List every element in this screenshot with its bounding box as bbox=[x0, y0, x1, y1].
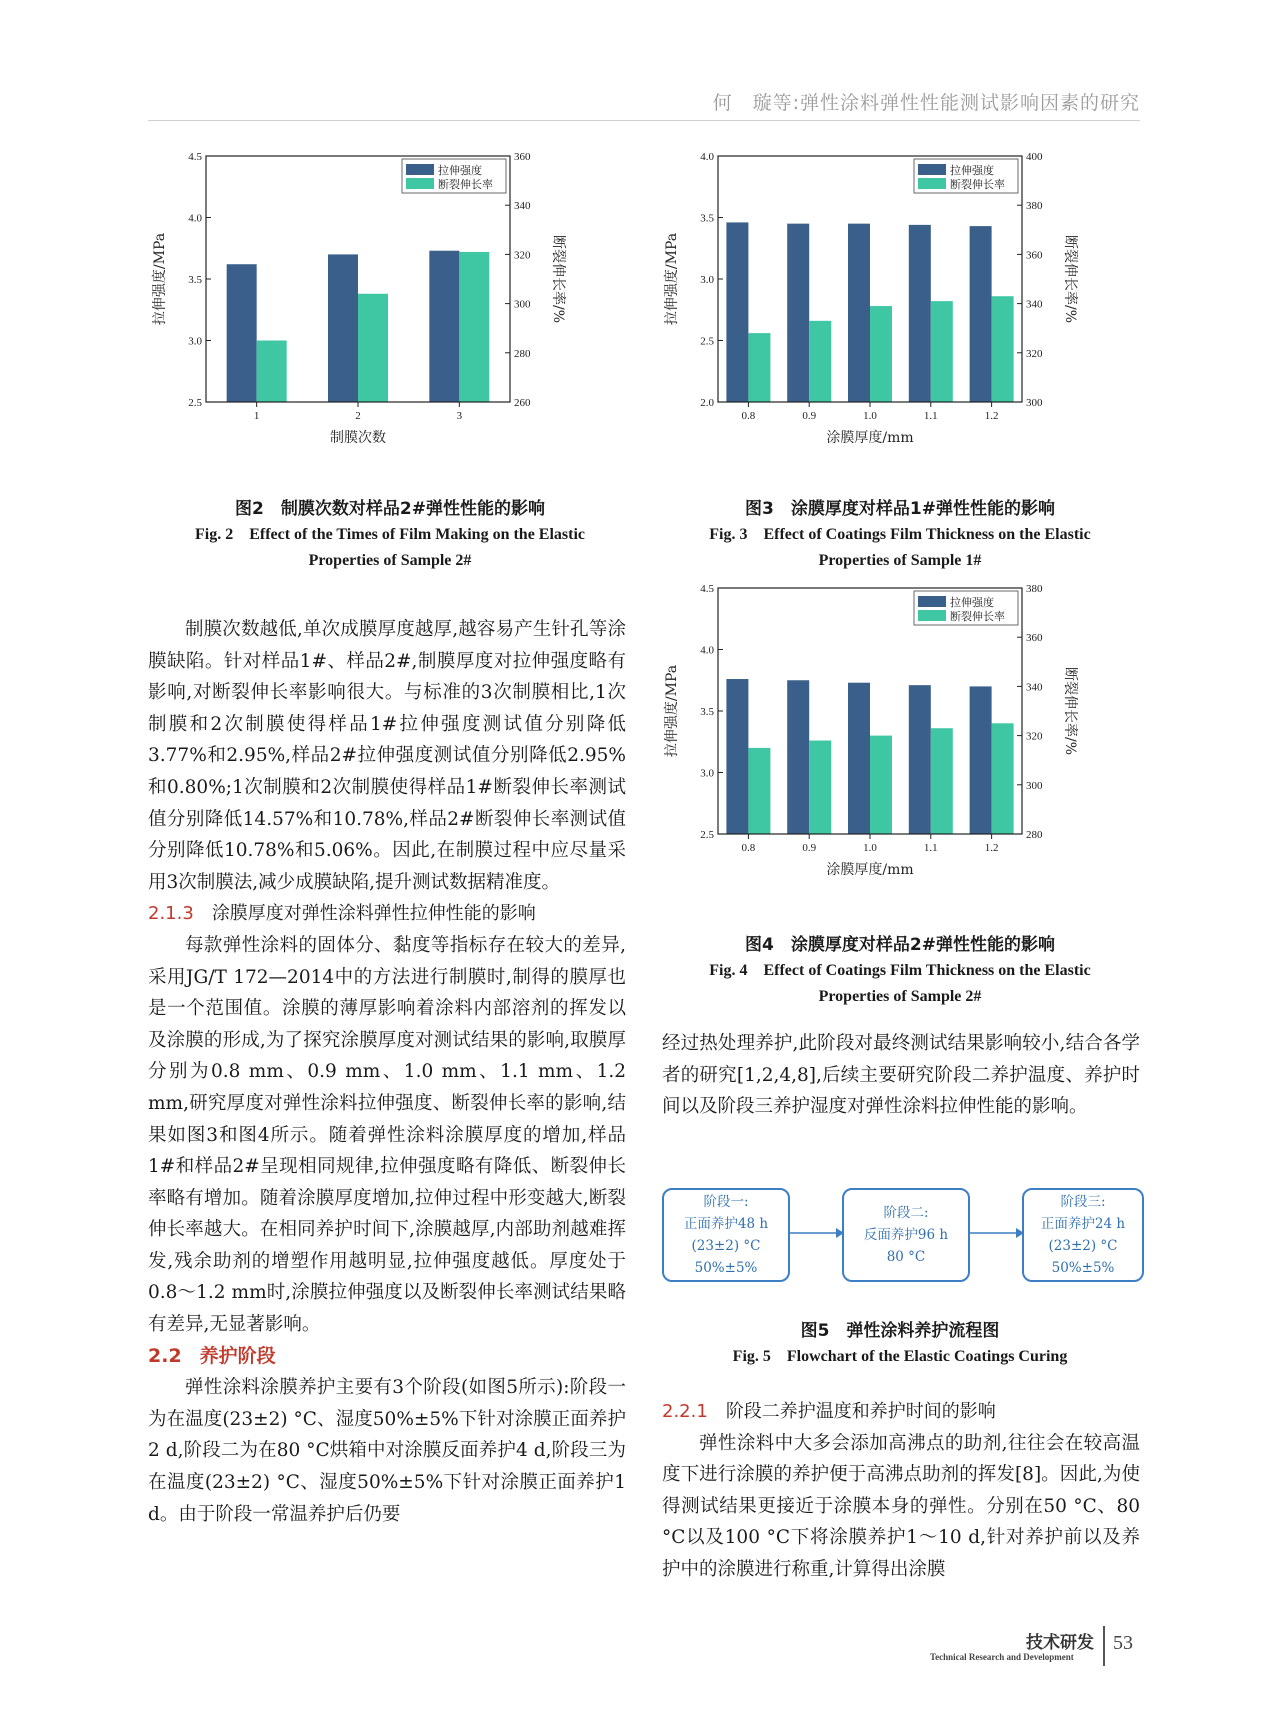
bar-elongation-3 bbox=[459, 252, 489, 402]
figure-4-caption-en-1: Fig. 4 Effect of Coatings Film Thickness on the Elastic bbox=[709, 962, 1091, 979]
y-right-tick-label: 380 bbox=[1026, 200, 1043, 213]
x-tick-label: 3 bbox=[456, 410, 463, 422]
y-right-tick-label: 340 bbox=[514, 200, 531, 213]
figure-4-svg bbox=[660, 578, 1140, 930]
header-title: 何 璇等:弹性涂料弹性性能测试影响因素的研究 bbox=[712, 92, 1140, 114]
y-right-tick-label: 300 bbox=[1026, 779, 1043, 792]
figure-4-caption-cn: 图4 涂膜厚度对样品2#弹性性能的影响 bbox=[745, 935, 1055, 955]
figure-2-svg bbox=[148, 146, 628, 498]
figure-3-caption-cn: 图3 涂膜厚度对样品1#弹性性能的影响 bbox=[745, 499, 1055, 519]
legend-label-0: 拉伸强度 bbox=[438, 164, 482, 177]
y-right-tick-label: 320 bbox=[1026, 730, 1043, 743]
y-left-tick-label: 3.5 bbox=[700, 706, 714, 718]
figure-3-svg bbox=[660, 146, 1140, 498]
figure-2-caption bbox=[140, 496, 640, 574]
x-tick-label: 0.9 bbox=[802, 842, 817, 854]
y-right-tick-label: 300 bbox=[514, 298, 531, 311]
bar-tensile-1.1 bbox=[909, 685, 931, 834]
legend-swatch-0 bbox=[918, 164, 946, 175]
legend-swatch-0 bbox=[918, 596, 946, 607]
y-left-tick-label: 4.0 bbox=[188, 212, 202, 225]
x-tick-label: 2 bbox=[355, 410, 361, 422]
section-2-2-1-heading bbox=[662, 1396, 1140, 1428]
bar-tensile-1.0 bbox=[848, 683, 870, 834]
figure-2-caption-en-2: Properties of Sample 2# bbox=[308, 552, 472, 569]
y-right-axis-label: 断裂伸长率/% bbox=[1062, 666, 1078, 756]
x-tick-label: 0.8 bbox=[741, 410, 756, 422]
section-2-2-1-title: 阶段二养护温度和养护时间的影响 bbox=[725, 1401, 996, 1422]
flow-stage-1-line-2: 正面养护48 h bbox=[683, 1216, 769, 1232]
y-right-axis-label: 断裂伸长率/% bbox=[550, 234, 566, 324]
figure-5-caption-en: Fig. 5 Flowchart of the Elastic Coatings Curing bbox=[732, 1348, 1068, 1365]
bar-elongation-1.1 bbox=[931, 728, 953, 834]
y-left-tick-label: 4.5 bbox=[700, 583, 714, 595]
legend-swatch-0 bbox=[406, 164, 434, 175]
bar-elongation-0.8 bbox=[748, 333, 770, 402]
y-left-tick-label: 4.5 bbox=[188, 151, 202, 163]
bar-elongation-1.1 bbox=[931, 301, 953, 402]
y-left-axis-label: 拉伸强度/MPa bbox=[664, 232, 680, 326]
right-paragraph-2: 弹性涂料中大多会添加高沸点的助剂,往往会在较高温度下进行涂膜的养护便于高沸点助剂的挥发[8]。因此,为使得测试结果更接近于涂膜本身的弹性。分别在50 °C、80 °C以及100 °C下将涂膜养护1～10 d,针对养护前以及养护中的涂膜进行称重,计算得出涂膜 bbox=[662, 1432, 1140, 1580]
flow-stage-3-line-1: 阶段三: bbox=[1060, 1194, 1106, 1210]
flow-stage-3-line-2: 正面养护24 h bbox=[1040, 1216, 1126, 1232]
legend-label-0: 拉伸强度 bbox=[950, 596, 994, 609]
y-right-tick-label: 340 bbox=[1026, 681, 1043, 694]
left-paragraph-3: 弹性涂料涂膜养护主要有3个阶段(如图5所示):阶段一为在温度(23±2) °C、湿度50%±5%下针对涂膜正面养护2 d,阶段二为在80 °C烘箱中对涂膜反面养护4 d,阶段三为在温度(23±2) °C、湿度50%±5%下针对涂膜正面养护1 d。由于阶段一常温养护后仍要 bbox=[148, 1377, 626, 1525]
bar-tensile-1.2 bbox=[970, 226, 992, 402]
bar-tensile-0.9 bbox=[787, 224, 809, 402]
x-tick-label: 1.2 bbox=[984, 410, 999, 422]
legend-label-1: 断裂伸长率 bbox=[950, 178, 1005, 191]
y-right-tick-label: 300 bbox=[1026, 397, 1043, 409]
flow-stage-1-line-1: 阶段一: bbox=[703, 1194, 749, 1210]
bar-tensile-3 bbox=[429, 251, 459, 402]
legend-swatch-1 bbox=[918, 610, 946, 621]
right-column-top bbox=[662, 1028, 1140, 1123]
y-left-axis-label: 拉伸强度/MPa bbox=[664, 664, 680, 758]
x-tick-label: 1.0 bbox=[863, 842, 877, 854]
bar-elongation-0.9 bbox=[809, 321, 831, 402]
section-2-1-3-number: 2.1.3 bbox=[148, 903, 194, 925]
y-right-tick-label: 280 bbox=[514, 347, 531, 360]
x-tick-label: 0.8 bbox=[741, 842, 756, 854]
running-header bbox=[148, 84, 1140, 121]
y-left-tick-label: 2.5 bbox=[188, 397, 202, 409]
bar-tensile-1.2 bbox=[970, 686, 992, 834]
x-tick-label: 1.1 bbox=[923, 842, 938, 854]
x-tick-label: 0.9 bbox=[802, 410, 817, 422]
flow-stage-1-line-3: (23±2) °C bbox=[691, 1238, 761, 1254]
flow-stage-3-line-4: 50%±5% bbox=[1051, 1260, 1115, 1276]
x-tick-label: 1 bbox=[253, 410, 260, 422]
x-axis-label: 涂膜厚度/mm bbox=[826, 430, 914, 446]
bar-elongation-0.9 bbox=[809, 741, 831, 834]
flow-stage-3-box bbox=[1022, 1188, 1144, 1282]
section-2-2-title: 养护阶段 bbox=[199, 1344, 276, 1367]
y-left-tick-label: 2.5 bbox=[700, 335, 714, 348]
bar-tensile-1.0 bbox=[848, 224, 870, 402]
bar-tensile-1 bbox=[227, 264, 257, 402]
y-left-tick-label: 3.0 bbox=[188, 335, 202, 348]
figure-3-caption-en-1: Fig. 3 Effect of Coatings Film Thickness on the Elastic bbox=[709, 526, 1091, 543]
left-paragraph-1: 制膜次数越低,单次成膜厚度越厚,越容易产生针孔等涂膜缺陷。针对样品1#、样品2#,制膜厚度对拉伸强度略有影响,对断裂伸长率影响很大。与标准的3次制膜相比,1次制膜和2次制膜使得样品1#拉伸强度测试值分别降低3.77%和2.95%,样品2#拉伸强度测试值分别降低2.95%和0.80%;1次制膜和2次制膜使得样品1#断裂伸长率测试值分别降低14.57%和10.78%,样品2#断裂伸长率测试值分别降低10.78%和5.06%。因此,在制膜过程中应尽量采用3次制膜法,减少成膜缺陷,提升测试数据精准度。 bbox=[148, 619, 626, 893]
footer-divider bbox=[1103, 1626, 1105, 1666]
section-2-2-number: 2.2 bbox=[148, 1344, 182, 1367]
figure-2-caption-en-1: Fig. 2 Effect of the Times of Film Making on the Elastic bbox=[194, 526, 586, 543]
x-axis-label: 涂膜厚度/mm bbox=[826, 862, 914, 878]
figure-3-caption-en-2: Properties of Sample 1# bbox=[818, 552, 982, 569]
bar-elongation-1.0 bbox=[870, 306, 892, 402]
y-right-tick-label: 320 bbox=[1026, 347, 1043, 360]
bar-elongation-2 bbox=[358, 294, 388, 402]
bar-tensile-2 bbox=[328, 254, 358, 402]
flow-arrow-1 bbox=[788, 1225, 844, 1241]
y-right-tick-label: 360 bbox=[514, 151, 531, 163]
page-number: 53 bbox=[1113, 1632, 1133, 1654]
flow-stage-2-line-1: 阶段二: bbox=[883, 1205, 929, 1221]
legend-swatch-1 bbox=[406, 178, 434, 189]
y-right-tick-label: 280 bbox=[1026, 829, 1043, 841]
flow-stage-2-box bbox=[842, 1188, 970, 1282]
y-left-tick-label: 2.0 bbox=[700, 397, 714, 409]
bar-elongation-1.2 bbox=[992, 296, 1014, 402]
x-tick-label: 1.1 bbox=[923, 410, 938, 422]
bar-elongation-1.2 bbox=[992, 723, 1014, 834]
bar-elongation-0.8 bbox=[748, 748, 770, 834]
x-tick-label: 1.0 bbox=[863, 410, 877, 422]
figure-4-caption bbox=[655, 932, 1145, 1010]
y-right-tick-label: 380 bbox=[1026, 583, 1043, 595]
section-2-2-1-number: 2.2.1 bbox=[662, 1401, 708, 1422]
flow-stage-2-line-2: 反面养护96 h bbox=[863, 1227, 949, 1243]
right-paragraph-1: 经过热处理养护,此阶段对最终测试结果影响较小,结合各学者的研究[1,2,4,8],后续主要研究阶段二养护温度、养护时间以及阶段三养护湿度对弹性涂料拉伸性能的影响。 bbox=[662, 1033, 1140, 1118]
y-right-axis-label: 断裂伸长率/% bbox=[1062, 234, 1078, 324]
x-tick-label: 1.2 bbox=[984, 842, 999, 854]
flow-stage-1-line-4: 50%±5% bbox=[694, 1260, 758, 1276]
flow-stage-1-box bbox=[662, 1188, 790, 1282]
left-column bbox=[148, 614, 626, 1530]
section-2-2-heading bbox=[148, 1341, 626, 1373]
legend-label-1: 断裂伸长率 bbox=[950, 610, 1005, 623]
section-2-1-3-heading bbox=[148, 898, 626, 930]
y-left-tick-label: 3.0 bbox=[700, 274, 714, 286]
figure-4-caption-en-2: Properties of Sample 2# bbox=[818, 988, 982, 1005]
bar-tensile-0.8 bbox=[726, 679, 748, 834]
bar-elongation-1.0 bbox=[870, 736, 892, 834]
flow-stage-2-line-3: 80 °C bbox=[886, 1249, 926, 1265]
figure-2-chart bbox=[148, 146, 628, 498]
y-left-tick-label: 3.0 bbox=[700, 767, 714, 780]
x-axis-label: 制膜次数 bbox=[330, 430, 386, 446]
figure-5-caption-cn: 图5 弹性涂料养护流程图 bbox=[800, 1321, 1000, 1341]
right-column-bottom bbox=[662, 1396, 1140, 1586]
left-paragraph-2: 每款弹性涂料的固体分、黏度等指标存在较大的差异,采用JG/T 172—2014中的方法进行制膜时,制得的膜厚也是一个范围值。涂膜的薄厚影响着涂料内部溶剂的挥发以及涂膜的形成,为了探究涂膜厚度对测试结果的影响,取膜厚分别为0.8 mm、0.9 mm、1.0 mm、1.1 mm、1.2 mm,研究厚度对弹性涂料拉伸强度、断裂伸长率的影响,结果如图3和图4所示。随着弹性涂料涂膜厚度的增加,样品1#和样品2#呈现相同规律,拉伸强度略有降低、断裂伸长率略有增加。随着涂膜厚度增加,拉伸过程中形变越大,断裂伸长率越大。在相同养护时间下,涂膜越厚,内部助剂越难挥发,残余助剂的增塑作用越明显,拉伸强度越低。厚度处于0.8～1.2 mm时,涂膜拉伸强度以及断裂伸长率测试结果略有差异,无显著影响。 bbox=[148, 934, 626, 1336]
section-2-1-3-title: 涂膜厚度对弹性涂料弹性拉伸性能的影响 bbox=[211, 903, 536, 925]
figure-5-caption bbox=[660, 1318, 1140, 1370]
y-left-tick-label: 2.5 bbox=[700, 829, 714, 841]
y-right-tick-label: 340 bbox=[1026, 298, 1043, 311]
y-right-tick-label: 360 bbox=[1026, 632, 1043, 645]
y-left-axis-label: 拉伸强度/MPa bbox=[152, 232, 168, 326]
y-right-tick-label: 320 bbox=[514, 249, 531, 262]
figure-3-chart bbox=[660, 146, 1140, 498]
legend-label-1: 断裂伸长率 bbox=[438, 178, 493, 191]
footer-section-en: Technical Research and Development bbox=[930, 1652, 1074, 1662]
footer-section-cn: 技术研发 bbox=[1026, 1633, 1094, 1653]
y-left-tick-label: 4.0 bbox=[700, 644, 714, 657]
legend-label-0: 拉伸强度 bbox=[950, 164, 994, 177]
y-right-tick-label: 260 bbox=[514, 397, 531, 409]
figure-3-caption bbox=[655, 496, 1145, 574]
legend-swatch-1 bbox=[918, 178, 946, 189]
y-right-tick-label: 360 bbox=[1026, 249, 1043, 262]
bar-tensile-0.9 bbox=[787, 680, 809, 834]
y-left-tick-label: 3.5 bbox=[188, 274, 202, 286]
figure-2-caption-cn: 图2 制膜次数对样品2#弹性性能的影响 bbox=[235, 499, 545, 519]
bar-elongation-1 bbox=[257, 341, 287, 403]
y-left-tick-label: 3.5 bbox=[700, 212, 714, 225]
bar-tensile-0.8 bbox=[726, 222, 748, 402]
bar-tensile-1.1 bbox=[909, 225, 931, 402]
figure-4-chart bbox=[660, 578, 1140, 930]
flow-stage-3-line-3: (23±2) °C bbox=[1048, 1238, 1118, 1254]
y-left-tick-label: 4.0 bbox=[700, 151, 714, 163]
flow-arrow-2 bbox=[968, 1225, 1024, 1241]
y-right-tick-label: 400 bbox=[1026, 151, 1043, 163]
